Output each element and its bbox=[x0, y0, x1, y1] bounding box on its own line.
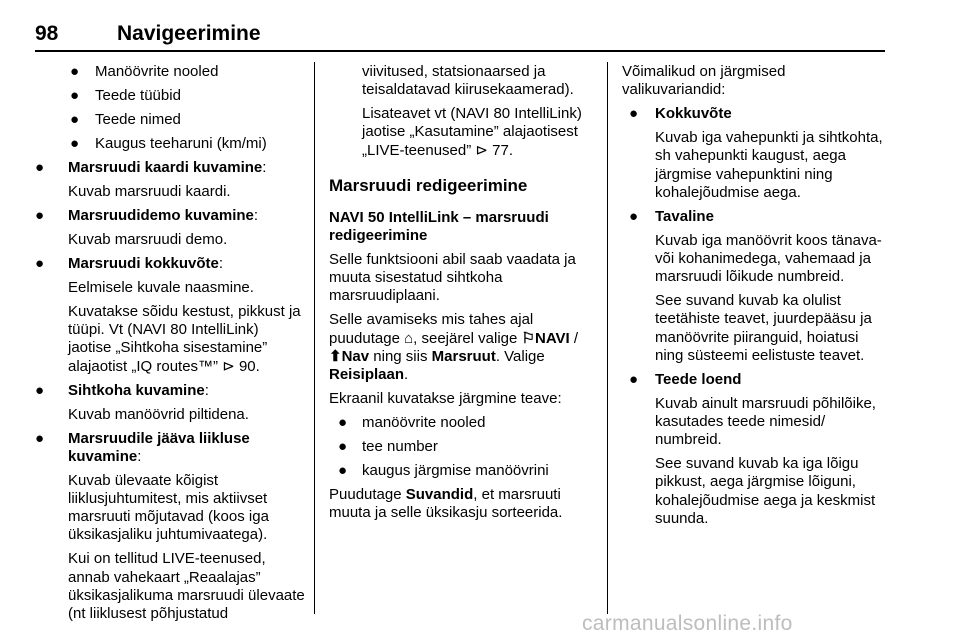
option-description: Kui on tellitud LIVE-teenused, annab vahekaart „Reaalajas” üksikasjalikuma marsruudi ülevaate (nt liiklusest põhjustatud bbox=[68, 550, 305, 623]
column-divider-1 bbox=[314, 62, 315, 614]
option-item: ● Marsruudi kokkuvõte: bbox=[35, 255, 224, 272]
paragraph: Võimalikud on järgmised valikuvariandid: bbox=[622, 63, 786, 99]
option-item: ● Marsruudile jääva liikluse kuvamine: bbox=[35, 429, 250, 465]
option-item: ● Marsruudi kaardi kuvamine: bbox=[35, 159, 267, 176]
bullet-icon: ● bbox=[629, 207, 639, 225]
bullet-icon: ● bbox=[338, 438, 348, 456]
list-item: ● Kaugus teeharuni (km/mi) bbox=[70, 135, 267, 152]
bullet-icon: ● bbox=[70, 111, 80, 128]
bullet-icon: ● bbox=[629, 105, 639, 123]
bullet-icon: ● bbox=[338, 414, 348, 432]
option-description: See suvand kuvab ka iga lõigu pikkust, aega järgmise lõiguni, kohalejõudmise aega ja keskmist suunda. bbox=[655, 455, 876, 527]
option-item: ● Tavaline bbox=[629, 207, 714, 225]
paragraph: Selle funktsiooni abil saab vaadata ja muuta sisestatud sihtkoha marsruudiplaani. bbox=[329, 251, 576, 305]
bullet-icon: ● bbox=[70, 63, 80, 80]
section-title: Marsruudi redigeerimine bbox=[329, 175, 528, 195]
option-description: Eelmisele kuvale naasmine. bbox=[68, 279, 254, 296]
option-item: ● Teede loend bbox=[629, 370, 742, 388]
subheading: NAVI 50 IntelliLink – marsruudi redigeerimine bbox=[329, 208, 549, 245]
bullet-icon: ● bbox=[35, 381, 45, 399]
navigation-arrow-icon: ⬆ bbox=[329, 347, 342, 365]
option-description: Kuvab marsruudi demo. bbox=[68, 231, 228, 248]
list-item: ● manöövrite nooled bbox=[338, 414, 486, 432]
page-reference-icon: ⊳ bbox=[222, 357, 239, 375]
header-divider bbox=[35, 50, 885, 52]
option-description: Kuvatakse sõidu kestust, pikkust ja tüüpi. Vt (NAVI 80 IntelliLink) jaotise „Sihtkoha sisestamine” alajaotist „IQ routes™” ⊳ 90. bbox=[68, 303, 301, 375]
page-reference-icon: ⊳ bbox=[475, 141, 493, 159]
continued-text: viivitused, statsionaarsed ja teisaldatavad kiirusekaamerad). bbox=[362, 63, 574, 99]
bullet-icon: ● bbox=[70, 87, 80, 104]
column-1 bbox=[35, 63, 305, 629]
list-item: ● Teede tüübid bbox=[70, 87, 181, 104]
bullet-icon: ● bbox=[338, 462, 348, 480]
column-2 bbox=[329, 63, 599, 528]
bullet-icon: ● bbox=[35, 207, 45, 224]
page-reference[interactable]: 90. bbox=[238, 357, 260, 375]
flag-icon: ⚐ bbox=[521, 329, 535, 347]
paragraph: Puudutage Suvandid, et marsruuti muuta ja selle üksikasju sorteerida. bbox=[329, 486, 563, 522]
bullet-icon: ● bbox=[35, 255, 45, 272]
bullet-icon: ● bbox=[70, 135, 80, 152]
option-description: Kuvab marsruudi kaardi. bbox=[68, 183, 231, 200]
option-description: Kuvab ainult marsruudi põhilõike, kasutades teede nimesid/ numbreid. bbox=[655, 394, 876, 449]
option-description: Kuvab iga manöövrit koos tänava- või kohanimedega, vahemaad ja marsruudi lõikude numbreid. bbox=[655, 231, 882, 286]
chapter-title: Navigeerimine bbox=[117, 22, 261, 45]
list-item: ● Manöövrite nooled bbox=[70, 63, 219, 80]
bullet-icon: ● bbox=[35, 429, 45, 447]
option-item: ● Kokkuvõte bbox=[629, 105, 732, 123]
paragraph: Selle avamiseks mis tahes ajal puudutage ⌂, seejärel valige ⚐NAVI / ⬆Nav ning siis Marsruut. Valige Reisiplaan. bbox=[329, 311, 579, 384]
paragraph: Ekraanil kuvatakse järgmine teave: bbox=[329, 390, 562, 408]
watermark: carmanualsonline.info bbox=[582, 612, 793, 635]
page-reference[interactable]: 77. bbox=[492, 141, 514, 159]
bullet-icon: ● bbox=[629, 370, 639, 388]
option-description: Kuvab manöövrid piltidena. bbox=[68, 405, 249, 423]
column-divider-2 bbox=[607, 62, 608, 614]
see-also-note: Lisateavet vt (NAVI 80 IntelliLink) jaotise „Kasutamine” alajaotisest „LIVE-teenused” ⊳ 77. bbox=[362, 105, 582, 159]
option-description: Kuvab iga vahepunkti ja sihtkohta, sh vahepunkti kaugust, aega järgmise vahepunktini ning kohalejõudmise aega. bbox=[655, 129, 883, 201]
column-3 bbox=[622, 63, 890, 534]
list-item: ● tee number bbox=[338, 438, 438, 456]
option-description: Kuvab ülevaate kõigist liiklusjuhtumitest, mis aktiivset marsruuti mõjutavad (koos iga üksikasjaliku juhtumivaatega). bbox=[68, 471, 269, 544]
page-number: 98 bbox=[35, 22, 59, 45]
list-item: ● Teede nimed bbox=[70, 111, 181, 128]
option-item: ● Marsruudidemo kuvamine: bbox=[35, 207, 259, 224]
list-item: ● kaugus järgmise manöövrini bbox=[338, 462, 549, 480]
bullet-icon: ● bbox=[35, 159, 45, 176]
option-item: ● Sihtkoha kuvamine: bbox=[35, 381, 209, 399]
option-description: See suvand kuvab ka olulist teetähiste teavet, juurdepääsu ja manöövrite piiranguid, hoiatusi ning süsteemi eelistuste teavet. bbox=[655, 292, 872, 364]
home-icon: ⌂ bbox=[404, 329, 414, 347]
